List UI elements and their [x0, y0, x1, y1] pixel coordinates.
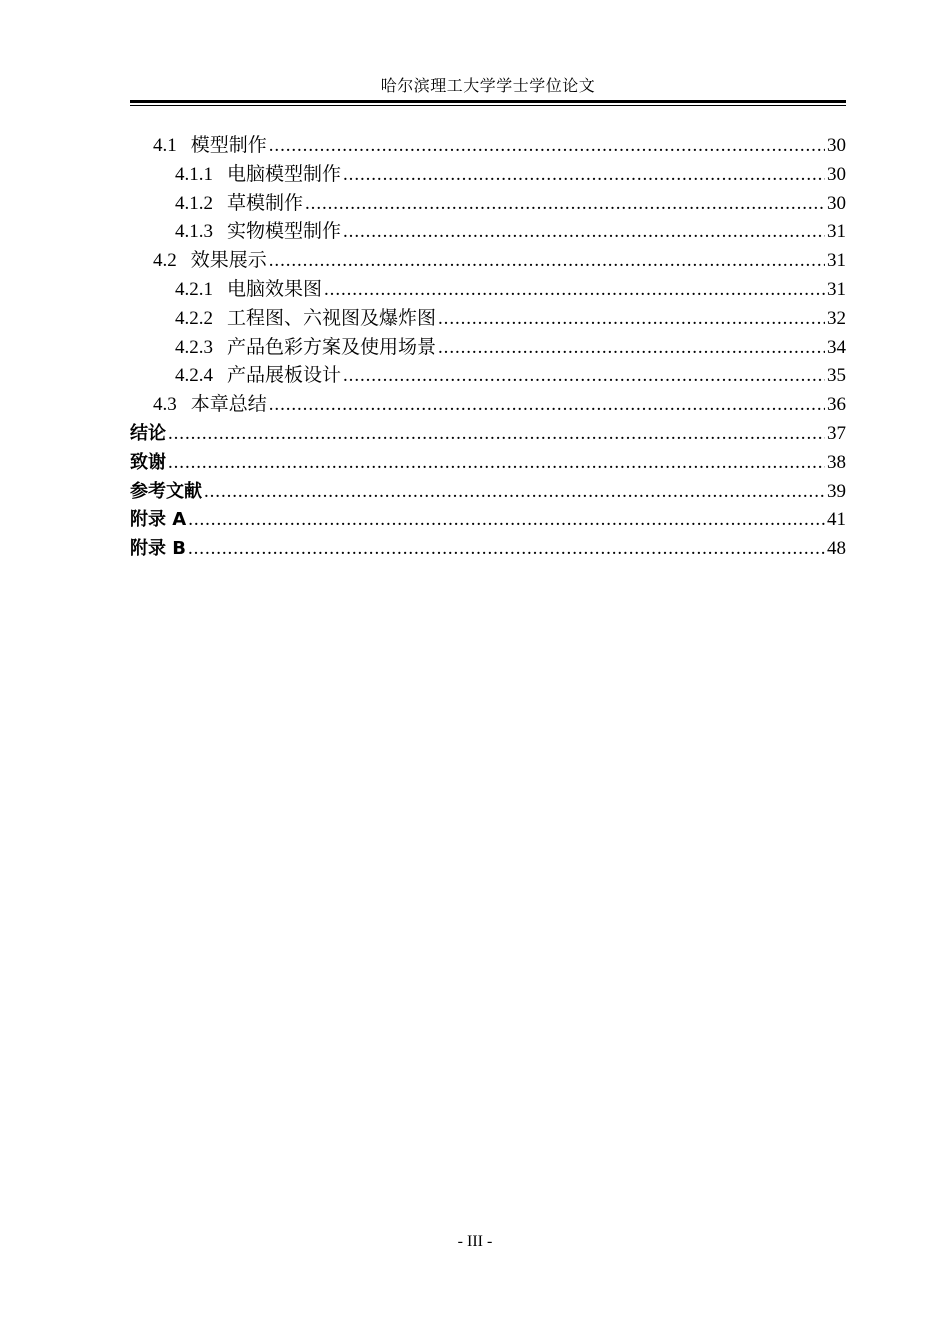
toc-entry-title: 结论: [130, 422, 166, 444]
toc-entry-page: 38: [827, 451, 846, 473]
toc-dot-leader: [438, 334, 825, 363]
toc-entry-number: 4.2.1: [175, 278, 213, 300]
toc-entry-title: 附录 B: [130, 538, 186, 560]
toc-entry[interactable]: [130, 276, 846, 305]
page-number: - III -: [457, 1233, 493, 1250]
toc-entry[interactable]: [130, 247, 846, 276]
toc-entry-title: 模型制作: [190, 135, 267, 156]
toc-entry-page: 48: [827, 538, 846, 560]
toc-entry-page: 31: [827, 221, 846, 243]
toc-dot-leader: [168, 420, 825, 449]
toc-entry-page: 36: [827, 394, 846, 416]
toc-entry-title: 草模制作: [227, 192, 304, 214]
toc-entry[interactable]: [130, 190, 846, 219]
toc-entry[interactable]: [130, 506, 846, 535]
toc-entry-page: 35: [827, 365, 846, 387]
toc-entry-page: 41: [827, 509, 846, 531]
toc-entry-number: 4.2: [153, 250, 177, 272]
toc-entry[interactable]: [130, 391, 846, 420]
toc-dot-leader: [305, 190, 825, 219]
toc-dot-leader: [269, 132, 825, 161]
toc-entry-number: 4.1: [153, 135, 177, 156]
toc-entry[interactable]: [130, 362, 846, 391]
toc-entry[interactable]: [130, 535, 846, 564]
toc-entry[interactable]: [130, 161, 846, 190]
toc-dot-leader: [343, 161, 825, 190]
toc-entry[interactable]: [130, 334, 846, 363]
toc-dot-leader: [269, 247, 825, 276]
toc-entry-title: 产品色彩方案及使用场景: [227, 336, 437, 358]
header-rule-thin: [130, 105, 846, 106]
toc-entry-page: 32: [827, 307, 846, 329]
toc-dot-leader: [438, 305, 825, 334]
toc-entry-number: 4.1.2: [175, 192, 213, 214]
toc-entry-number: 4.2.3: [175, 336, 213, 358]
toc-dot-leader: [343, 362, 825, 391]
toc-entry-page: 30: [827, 135, 846, 156]
toc-entry-number: 4.3: [153, 394, 177, 416]
toc-dot-leader: [324, 276, 825, 305]
toc-entry-page: 31: [827, 278, 846, 300]
toc-entry[interactable]: [130, 449, 846, 478]
toc-entry-title: 产品展板设计: [227, 365, 342, 387]
toc-entry[interactable]: [130, 218, 846, 247]
toc-entry-page: 30: [827, 163, 846, 185]
toc-entry-page: 39: [827, 480, 846, 502]
toc-entry-title: 附录 A: [130, 509, 187, 531]
toc-dot-leader: [204, 478, 825, 507]
toc-entry-number: 4.2.2: [175, 307, 213, 329]
toc-entry-number: 4.2.4: [175, 365, 213, 387]
toc-entry-title: 电脑效果图: [227, 278, 323, 300]
running-header: 哈尔滨理工大学学士学位论文: [380, 78, 596, 95]
toc-entry-page: 30: [827, 192, 846, 214]
toc-entry[interactable]: [130, 420, 846, 449]
toc-entry-title: 本章总结: [190, 394, 267, 416]
toc-dot-leader: [188, 535, 825, 564]
toc-entry-title: 电脑模型制作: [227, 163, 342, 185]
toc-entry[interactable]: [130, 478, 846, 507]
toc-entry[interactable]: [130, 132, 846, 161]
toc-entry-page: 31: [827, 250, 846, 272]
toc-entry-title: 参考文献: [130, 480, 202, 502]
toc-entry-page: 34: [827, 336, 846, 358]
table-of-contents: [130, 132, 846, 564]
toc-entry-number: 4.1.3: [175, 221, 213, 243]
toc-entry-page: 37: [827, 422, 846, 444]
toc-entry-title: 实物模型制作: [227, 221, 342, 243]
header-rule-thick: [130, 100, 846, 103]
toc-entry-title: 致谢: [130, 451, 166, 473]
toc-entry-title: 效果展示: [190, 250, 267, 272]
toc-dot-leader: [188, 506, 825, 535]
toc-entry-number: 4.1.1: [175, 163, 213, 185]
toc-dot-leader: [269, 391, 825, 420]
toc-dot-leader: [168, 449, 825, 478]
toc-entry-title: 工程图、六视图及爆炸图: [227, 307, 437, 329]
toc-entry[interactable]: [130, 305, 846, 334]
toc-dot-leader: [343, 218, 825, 247]
